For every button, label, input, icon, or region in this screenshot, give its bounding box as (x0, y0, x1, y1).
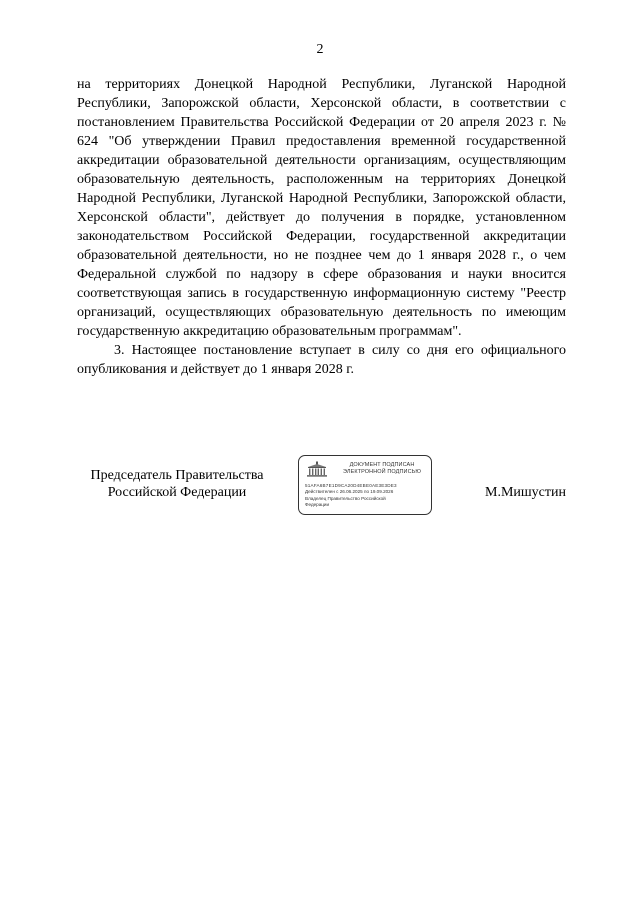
stamp-title (335, 462, 429, 476)
stamp-title-line-1: ДОКУМЕНТ ПОДПИСАН (349, 462, 415, 468)
stamp-title-line-2: ЭЛЕКТРОННОЙ ПОДПИСЬЮ (342, 469, 422, 475)
body-paragraph-continuation: на территориях Донецкой Народной Республики, Луганской Народной Республики, Запорожской области, Херсонской области, в соответствии с постановлением Правительства Российской Федерации от 20 апреля 2023 г. № 624 "Об утверждении Правил предоставления временной государственной аккредитации образовательной деятельности организациям, осуществляющим образовательную деятельность, расположенным на территориях Донецкой Народной Республики, Луганской Народной Республики, Запорожской области, Херсонской области", действует до получения в порядке, установленном законодательством Российской Федерации, государственной аккредитации образовательной деятельности, но не позднее чем до 1 января 2028 г., о чем Федеральной службой по надзору в сфере образования и науки вносится соответствующая запись в государственную информационную систему "Реестр организаций, осуществляющих образовательную деятельность по имеющим государственную аккредитацию образовательным программам". (77, 77, 566, 339)
page-number: 2 (316, 42, 324, 57)
stamp-certificate-details (305, 483, 429, 509)
stamp-owner-line-2: Федерации (305, 502, 330, 508)
government-building-emblem-icon (305, 461, 329, 478)
signatory-position-line-1: Председатель Правительства (90, 468, 264, 483)
stamp-owner-line-1: Владелец Правительство Российской (305, 495, 386, 501)
body-paragraph-clause-3: 3. Настоящее постановление вступает в силу со дня его официального опубликования и действует до 1 января 2028 г. (77, 343, 566, 377)
document-body (77, 75, 566, 379)
stamp-certificate-serial: 51AFA6B7E1D9CA20D4EBE0AE3E3DE3 (305, 483, 397, 488)
signatory-name: М.Мишустин (485, 485, 566, 500)
electronic-signature-stamp (298, 455, 432, 515)
signatory-position (77, 467, 277, 501)
stamp-validity-period: Действителен с 26.06.2025 по 19.09.2026 (305, 489, 394, 495)
signatory-position-line-2: Российской Федерации (107, 485, 247, 500)
